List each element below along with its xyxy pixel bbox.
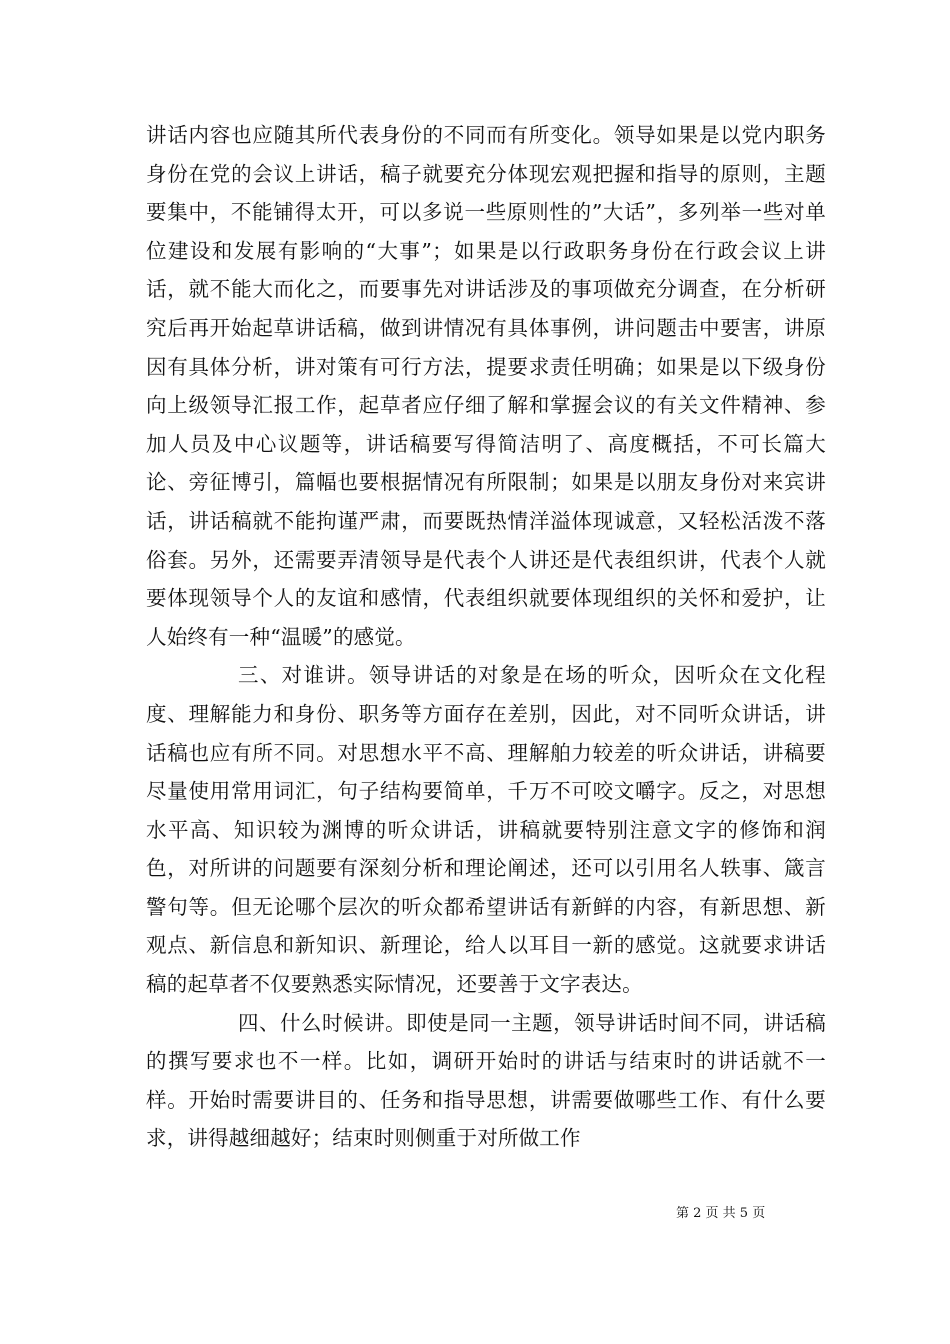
page-number-footer: 第 2 页 共 5 页 xyxy=(676,1206,766,1221)
paragraph-section-three: 三、对谁讲。领导讲话的对象是在场的听众，因听众在文化程度、理解能力和身份、职务等方面存在差别，因此，对不同听众讲话，讲话稿也应有所不同。对思想水平不高、理解舶力较差的听众讲话，讲稿要尽量使用常用词汇，句子结构要简单，千万不可咬文嚼字。反之，对思想水平高、知识较为渊博的听众讲话，讲稿就要特别注意文字的修饰和润色，对所讲的问题要有深刻分析和理论阐述，还可以引用名人轶事、箴言警句等。但无论哪个层次的听众都希望讲话有新鲜的内容，有新思想、新观点、新信息和新知识、新理论，给人以耳目一新的感觉。这就要求讲话稿的起草者不仅要熟悉实际情况，还要善于文字表达。 xyxy=(146,663,826,997)
body-text xyxy=(146,116,826,1158)
paragraph-section-four: 四、什么时候讲。即使是同一主题，领导讲话时间不同，讲话稿的撰写要求也不一样。比如，调研开始时的讲话与结束时的讲话就不一样。开始时需要讲目的、任务和指导思想，讲需要做哪些工作、有什么要求，讲得越细越好；结束时则侧重于对所做工作 xyxy=(146,1010,826,1151)
paragraph-continuation: 讲话内容也应随其所代表身份的不同而有所变化。领导如果是以党内职务身份在党的会议上讲话，稿子就要充分体现宏观把握和指导的原则，主题要集中，不能铺得太开，可以多说一些原则性的”大话”，多列举一些对单位建设和发展有影响的“大事”；如果是以行政职务身份在行政会议上讲话，就不能大而化之，而要事先对讲话涉及的事项做充分调查，在分析研究后再开始起草讲话稿，做到讲情况有具体事例，讲问题击中要害，讲原因有具体分析，讲对策有可行方法，提要求责任明确；如果是以下级身份向上级领导汇报工作，起草者应仔细了解和掌握会议的有关文件精神、参加人员及中心议题等，讲话稿要写得简洁明了、高度概括，不可长篇大论、旁征博引，篇幅也要根据情况有所限制；如果是以朋友身份对来宾讲话，讲话稿就不能拘谨严肃，而要既热情洋溢体现诚意，又轻松活泼不落俗套。另外，还需要弄清领导是代表个人讲还是代表组织讲，代表个人就要体现领导个人的友谊和感情，代表组织就要体现组织的关怀和爱护，让人始终有一种“温暖”的感觉。 xyxy=(146,123,826,649)
